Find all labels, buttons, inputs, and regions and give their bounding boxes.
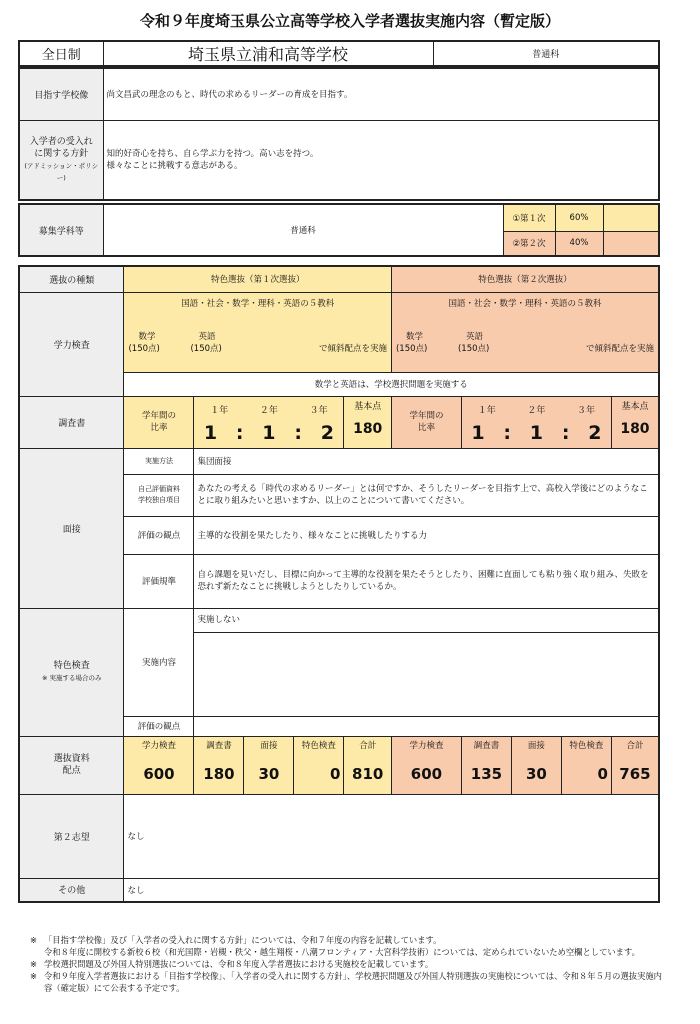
ratio-first	[194, 396, 344, 448]
note-mark-2: ※	[30, 959, 37, 969]
note-1a: 「目指す学校像」及び「入学者の受入れに関する方針」については、令和７年度の内容を記載しています。	[44, 935, 442, 945]
page-title: 令和９年度埼玉県公立高等学校入学者選抜実施内容（暫定版）	[139, 12, 560, 30]
year2-second: ２年	[527, 405, 546, 416]
round1-blank	[603, 204, 659, 231]
academic-note: 数学と英語は、学校選択問題を実施する	[124, 372, 659, 396]
policy-label-3: (アドミッション・ポリシー)	[24, 161, 99, 182]
pts-special-second	[561, 736, 611, 794]
base-value-second: 180	[620, 420, 650, 437]
weighted-note-2: で傾斜配点を実施	[585, 343, 654, 354]
selection-table	[18, 265, 660, 903]
policy-label-1: 入学者の受入れ	[29, 136, 93, 147]
pts-academic-second	[391, 736, 461, 794]
points-label	[19, 736, 124, 794]
points-label-2: 配点	[62, 766, 81, 776]
base-second	[611, 396, 659, 448]
special-view-label: 評価の観点	[124, 716, 194, 736]
rule-text: 自ら課題を見いだし、目標に向かって主導的な役割を果たそうとしたり、困難に直面しても粘り強く取り組み、失敗を恐れず新たなことに挑戦しようとしたりしているか。	[194, 554, 659, 608]
special-content-label: 実施内容	[124, 608, 194, 716]
note-1b: 令和８年度に開校する新校６校（和光国際・岩槻・秩父・越生翔桜・八潮フロンティア・大宮科学技術）については、定められていないため空欄としています。	[44, 947, 640, 957]
note-mark-3: ※	[30, 971, 37, 981]
second-choice-value: なし	[124, 794, 659, 878]
academic-first	[124, 292, 391, 372]
ratio-label-2	[391, 396, 461, 448]
v-interview-second: 30	[525, 764, 547, 783]
report-label: 調査書	[19, 396, 124, 448]
colon-a-first: :	[235, 421, 244, 444]
goal-label: 目指す学校像	[19, 68, 103, 120]
ratio1-first: 1	[203, 421, 218, 444]
ratio-label-2b: 比率	[417, 423, 435, 433]
note-3-text: 令和９年度入学者選抜における「目指す学校像」、「入学者の受入れに関する方針」、学校選択問題及び外国人特別選抜の実施校については、令和８年５月の選抜実施内容（確定版）にて公表する予定です。	[44, 971, 662, 993]
pts-total-first	[344, 736, 392, 794]
method-label: 実施方法	[124, 448, 194, 474]
recruit-label: 募集学科等	[19, 204, 103, 256]
rule-label: 評価規準	[124, 554, 194, 608]
round1-percent: 60%	[555, 204, 603, 231]
pts-interview-first	[244, 736, 294, 794]
view-text: 主導的な役割を果たしたり、様々なことに挑戦したりする力	[194, 516, 659, 554]
h-total-first: 合計	[359, 740, 377, 751]
doc-label-2: 学校独自項目	[137, 496, 180, 504]
other-value: なし	[124, 878, 659, 902]
year1-first: １年	[210, 405, 229, 416]
ratio1-second: 1	[471, 421, 485, 444]
method-value: 集団面接	[194, 448, 659, 474]
math-label-1: 数学	[138, 331, 156, 342]
ratio-label-1	[124, 396, 194, 448]
interview-label: 面接	[19, 448, 124, 608]
h-interview-first: 面接	[260, 740, 278, 751]
pts-interview-second	[511, 736, 561, 794]
academic-second	[391, 292, 659, 372]
round2-percent: 40%	[555, 231, 603, 256]
subjects-second: 国語・社会・数学・理科・英語の５教科	[448, 298, 602, 309]
base-label-first: 基本点	[354, 401, 382, 412]
school-name: 埼玉県立浦和高等学校	[103, 41, 433, 66]
academic-label: 学力検査	[19, 292, 124, 396]
base-label-second: 基本点	[621, 401, 649, 412]
colon-b-first: :	[294, 421, 302, 444]
ratio3-first: 2	[320, 421, 334, 444]
math-points-1: (150点)	[128, 343, 160, 354]
note-3	[30, 970, 670, 994]
english-label-2: 英語	[465, 331, 483, 342]
v-special-second: 0	[597, 764, 608, 783]
v-special-first: 0	[329, 764, 341, 783]
doc-text: あなたの考える「時代の求めるリーダー」とは何ですか、そうしたリーダーを目指す上で、高校入学後にどのようなことに取り組みたいと思いますか、以上のことについて書いてください。	[194, 474, 659, 516]
v-academic-first: 600	[143, 764, 175, 783]
policy-line-2: 様々なことに挑戦する意志がある。	[106, 160, 243, 171]
math-points-2: (150点)	[395, 343, 428, 354]
ratio2-first: 1	[262, 421, 276, 444]
special-label-main: 特色検査	[53, 661, 90, 671]
special-view-blank	[194, 716, 659, 736]
colon-a-second: :	[503, 421, 511, 444]
pts-report-second	[461, 736, 511, 794]
subjects-first: 国語・社会・数学・理科・英語の５教科	[181, 298, 335, 309]
policy-table	[18, 67, 660, 201]
footnotes	[30, 934, 670, 994]
round1-label: ①第１次	[503, 204, 555, 231]
note-2-text: 学校選択問題及び外国人特別選抜については、令和８年度入学者選抜における実施校を記載しています。	[44, 959, 434, 969]
special-label-sub: ※ 実施する場合のみ	[41, 674, 102, 682]
math-label-2: 数学	[405, 331, 423, 342]
h-report-first: 調査書	[206, 740, 232, 751]
v-interview-first: 30	[258, 764, 280, 783]
other-label: その他	[19, 878, 124, 902]
v-total-first: 810	[352, 764, 384, 783]
english-label-1: 英語	[198, 331, 216, 342]
doc-label-1: 自己評価資料	[137, 485, 180, 493]
recruit-dept: 普通科	[103, 204, 503, 256]
pts-academic-first	[124, 736, 194, 794]
pts-report-first	[194, 736, 244, 794]
ratio-second	[461, 396, 611, 448]
weighted-note-1: で傾斜配点を実施	[318, 343, 387, 354]
ratio-label-1a: 学年間の	[141, 411, 176, 421]
policy-text	[103, 120, 659, 200]
view-label: 評価の観点	[124, 516, 194, 554]
pts-total-second	[611, 736, 659, 794]
note-1	[30, 934, 670, 958]
special-content: 実施しない	[194, 608, 659, 632]
header-table	[18, 40, 660, 67]
recruit-table	[18, 203, 660, 257]
h-special-second: 特色検査	[569, 740, 604, 751]
pts-special-first	[294, 736, 344, 794]
round2-label: ②第２次	[503, 231, 555, 256]
h-interview-second: 面接	[527, 740, 545, 751]
base-first	[344, 396, 392, 448]
note-2	[30, 958, 670, 970]
ratio2-second: 1	[529, 421, 544, 444]
colon-b-second: :	[561, 421, 570, 444]
ratio-label-2a: 学年間の	[409, 411, 444, 421]
english-points-2: (150点)	[457, 343, 490, 354]
h-total-second: 合計	[626, 740, 644, 751]
types-label: 選抜の種類	[19, 266, 124, 292]
note-mark-1: ※	[30, 935, 37, 945]
v-report-second: 135	[470, 764, 503, 783]
ratio3-second: 2	[588, 421, 602, 444]
department: 普通科	[433, 41, 659, 66]
second-choice-label: 第２志望	[19, 794, 124, 878]
policy-label-2: に関する方針	[34, 148, 89, 159]
course-type: 全日制	[19, 41, 103, 66]
v-report-first: 180	[203, 764, 235, 783]
year1-second: １年	[477, 405, 496, 416]
type-first: 特色選抜（第１次選抜）	[124, 266, 391, 292]
english-points-1: (150点)	[190, 343, 222, 354]
type-second: 特色選抜（第２次選抜）	[391, 266, 659, 292]
v-academic-second: 600	[410, 764, 443, 783]
special-label	[19, 608, 124, 736]
h-special-first: 特色検査	[301, 740, 336, 751]
points-label-1: 選抜資料	[53, 754, 90, 764]
policy-line-1: 知的好奇心を持ち、自ら学ぶ力を持つ。高い志を持つ。	[106, 148, 319, 159]
year2-first: ２年	[259, 405, 278, 416]
year3-first: ３年	[309, 405, 328, 416]
year3-second: ３年	[577, 405, 596, 416]
ratio-label-1b: 比率	[150, 423, 168, 433]
special-content-blank	[194, 632, 659, 716]
doc-label	[124, 474, 194, 516]
base-value-first: 180	[353, 420, 383, 437]
h-academic-first: 学力検査	[141, 740, 176, 751]
h-report-second: 調査書	[473, 740, 500, 751]
v-total-second: 765	[619, 764, 651, 783]
h-academic-second: 学力検査	[409, 740, 444, 751]
round2-blank	[603, 231, 659, 256]
policy-label	[19, 120, 103, 200]
goal-text: 尚文昌武の理念のもと、時代の求めるリーダーの育成を目指す。	[103, 68, 659, 120]
